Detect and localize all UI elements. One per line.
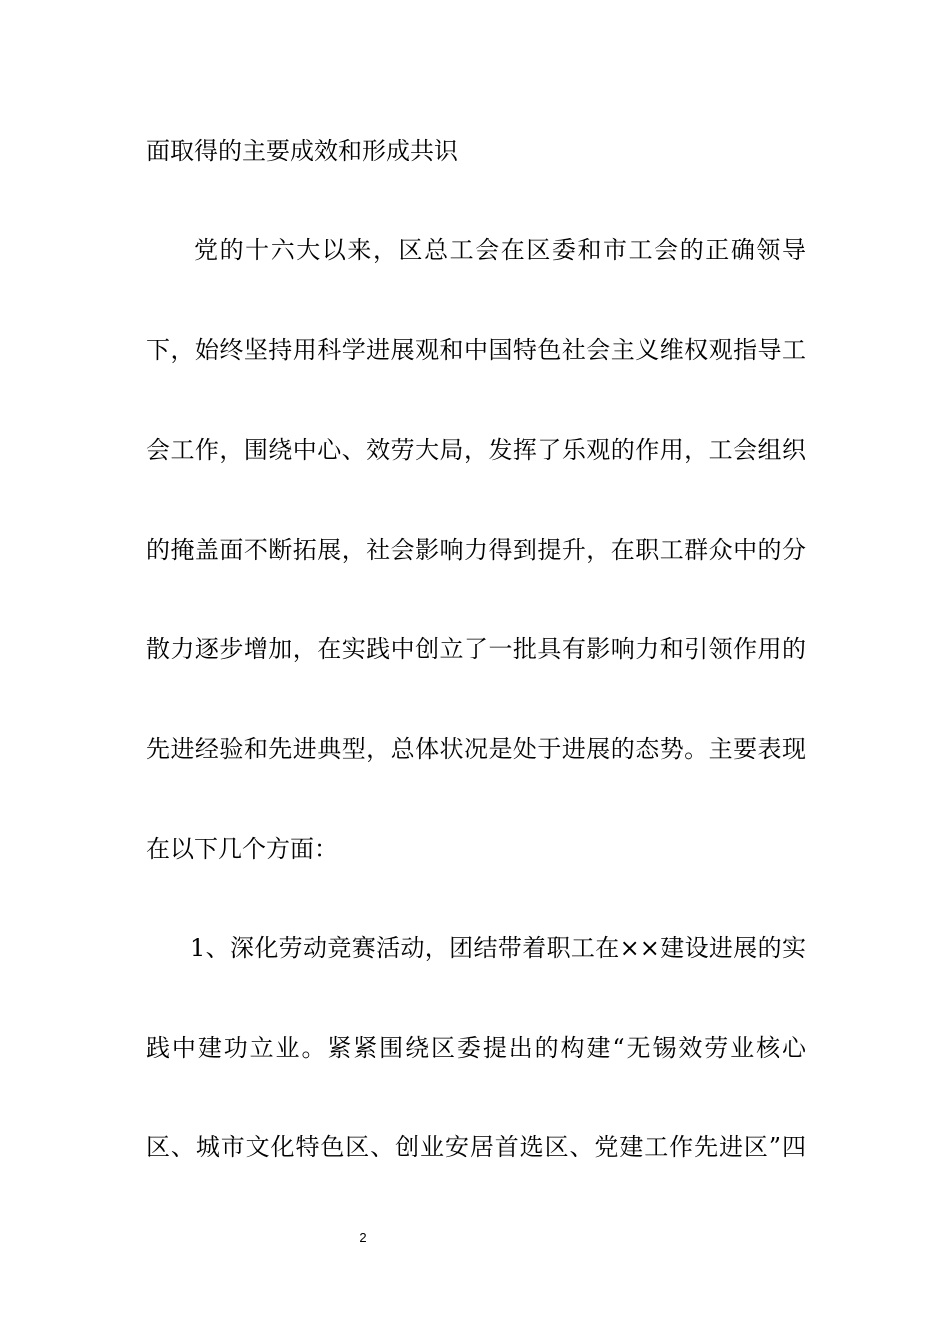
text-line-11: 区、城市文化特色区、创业安居首选区、党建工作先进区”四: [146, 1133, 806, 1161]
text-line-8: 在以下几个方面：: [146, 835, 338, 863]
text-line-10: 践中建功立业。紧紧围绕区委提出的构建“无锡效劳业核心: [146, 1034, 806, 1062]
text-line-6: 散力逐步增加，在实践中创立了一批具有影响力和引领作用的: [146, 635, 806, 663]
text-line-7: 先进经验和先进典型，总体状况是处于进展的态势。主要表现: [146, 735, 806, 763]
text-line-1: 面取得的主要成效和形成共识: [146, 137, 458, 165]
text-line-9: 1、深化劳动竞赛活动，团结带着职工在××建设进展的实: [190, 934, 806, 962]
page-number: 2: [359, 1230, 367, 1245]
text-line-2: 党的十六大以来，区总工会在区委和市工会的正确领导: [194, 236, 806, 264]
text-line-3: 下，始终坚持用科学进展观和中国特色社会主义维权观指导工: [146, 336, 806, 364]
text-line-5: 的掩盖面不断拓展，社会影响力得到提升，在职工群众中的分: [146, 536, 806, 564]
text-line-4: 会工作，围绕中心、效劳大局，发挥了乐观的作用，工会组织: [146, 436, 806, 464]
